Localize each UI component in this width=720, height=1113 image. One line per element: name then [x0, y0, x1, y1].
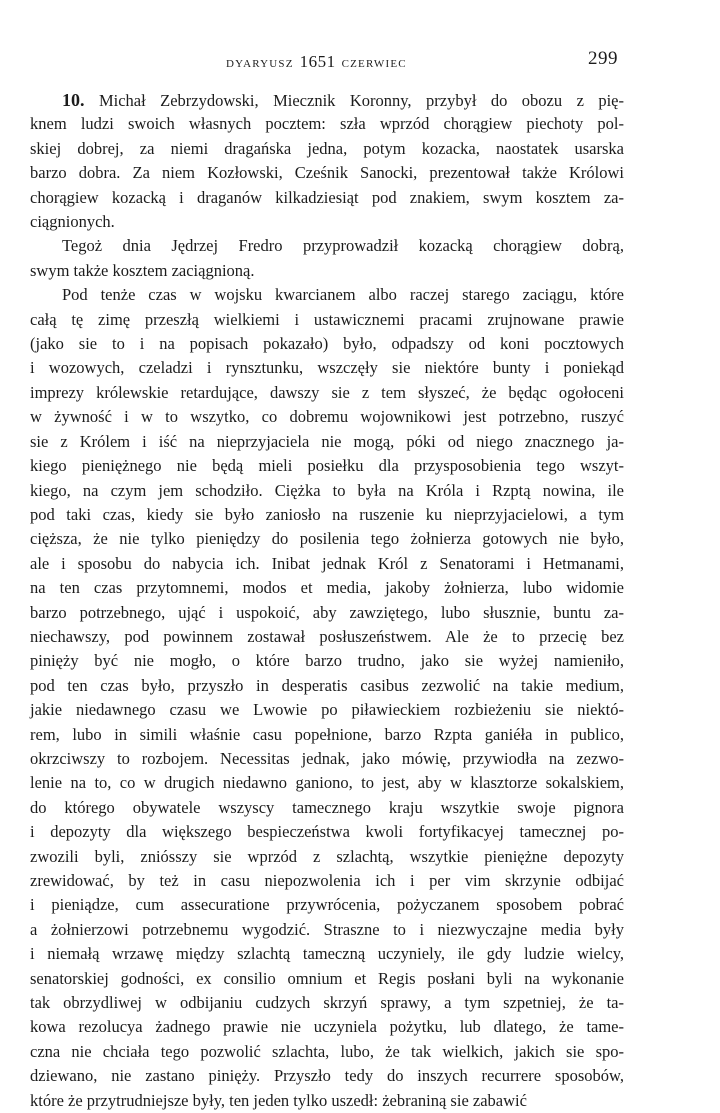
text-line: [30, 283, 624, 307]
paragraph: [30, 283, 624, 1113]
text-line: [30, 674, 624, 698]
text-line: [30, 332, 624, 356]
line-text: barzo dobra. Za niem Kozłowski, Cześnik Sanocki, prezentował także Królowi: [30, 163, 624, 183]
paragraph: [30, 234, 624, 283]
text-line: [30, 967, 624, 991]
line-text: i niemałą wrzawę między szlachtą tameczną uczyniely, ile gdy ludzie wielcy,: [30, 944, 624, 964]
line-text: dziewano, nie zastano pinięży. Przyszło tedy do inszych recurrere sposobów,: [30, 1066, 624, 1086]
line-text: i wozowych, czeladzi i rynsztunku, wszczęły sie niektóre bunty i poniekąd: [30, 358, 624, 378]
line-text: (jako sie to i na popisach pokazało) było, odpadszy od koni pocztowych: [30, 334, 624, 354]
line-text: Michał Zebrzydowski, Miecznik Koronny, przybył do obozu z pię-: [84, 91, 624, 110]
text-line: [30, 1015, 624, 1039]
line-text: zwozili byli, zniósszy sie wprzód z szlachtą, wszytkie pieniężne depozyty: [30, 846, 624, 866]
line-text: tak obrzydliwej w odbijaniu cudzych skrzyń sprawy, a tym szpetniej, że ta-: [30, 993, 624, 1013]
text-line: [30, 454, 624, 478]
text-line: [30, 698, 624, 722]
line-text: pod taki czas, kiedy sie było zaniosło na ruszenie ku nieprzyjacielowi, a tym: [30, 504, 624, 524]
text-line: [30, 771, 624, 795]
text-line: [30, 918, 624, 942]
text-line: [30, 161, 624, 185]
text-line: [30, 1064, 624, 1088]
text-line: [30, 259, 624, 283]
line-text: pod ten czas było, przyszło in desperatis casibus zezwolić na takie medium,: [30, 675, 624, 695]
paragraph-number: 10.: [62, 90, 85, 110]
line-text: chorągiew kozacką i draganów kilkadziesiąt pod znakiem, swym kosztem za-: [30, 187, 624, 207]
line-text: okrzciwszy to rozbojem. Necessitas jednak, jako mówię, przywiodła na zezwo-: [30, 748, 624, 768]
page-header: [0, 46, 720, 76]
body-text: [30, 88, 624, 1113]
line-text: kowa rezolucya żadnego prawie nie uczyniela pożytku, lub dlatego, że tame-: [30, 1017, 624, 1037]
line-text: i depozyty dla większego bespieczeństwa kwoli fortyfikacyej tamecznej po-: [30, 822, 624, 842]
line-text: lenie na to, co w drugich niedawno ganiono, to jest, aby w klasztorze sokalskiem,: [30, 773, 624, 793]
line-text: kiego, na czym jem schodziło. Ciężka to była na Króla i Rzptą nowina, ile: [30, 480, 624, 500]
line-text: w żywność i w to wszytko, co dobremu wojownikowi jest potrzebno, ruszyć: [30, 407, 624, 427]
line-text: ale i sposobu do nabycia ich. Inibat jednak Król z Senatorami i Hetmanami,: [30, 553, 624, 573]
line-text: barzo potrzebnego, ująć i uspokoić, aby zawziętego, lubo słusznie, buntu za-: [30, 602, 624, 622]
text-line: [30, 405, 624, 429]
text-line: [30, 210, 624, 234]
text-line: [30, 137, 624, 161]
running-title-year: 1651: [299, 52, 336, 71]
line-text: na ten czas przytomnemi, modos et media, jakoby żołnierza, lubo widomie: [30, 578, 624, 598]
line-text: knem ludzi swoich własnych pocztem: szła wprzód chorągiew piechoty pol-: [30, 114, 624, 134]
text-line: [30, 1089, 624, 1113]
text-line: [30, 88, 624, 112]
line-text: czna nie chciała tego pozwolić szlachta, lubo, że tak wielkich, jakich sie spo-: [30, 1041, 624, 1061]
text-line: [30, 845, 624, 869]
text-line: [30, 112, 624, 136]
paragraph: [30, 88, 624, 234]
text-line: [30, 1040, 624, 1064]
running-title-right: CZERWIEC: [341, 58, 407, 70]
line-text: niechawszy, pod powinnem zostawał posłuszeństwem. Ale że to przecię bez: [30, 626, 624, 646]
line-text: skiej dobrej, za niemi dragańska jedna, potym kozacka, naostatek usarska: [30, 138, 624, 158]
text-line: [30, 796, 624, 820]
text-line: [30, 820, 624, 844]
line-text: Pod tenże czas w wojsku kwarcianem albo raczej starego zaciągu, które: [62, 285, 624, 305]
line-text: i pieniądze, cum assecuratione przywrócenia, pożyczanem sposobem pobrać: [30, 895, 624, 915]
text-line: [30, 479, 624, 503]
line-text: imprezy królewskie retardujące, dawszy sie z tem słyszeć, że będąc ogołoceni: [30, 382, 624, 402]
line-text: do którego obywatele wszyscy tamecznego kraju wszytkie swoje pignora: [30, 797, 624, 817]
line-text: sie z Królem i iść na nieprzyjaciela nie mogą, póki od niego znacznego ja-: [30, 431, 624, 451]
line-text: Tegoż dnia Jędrzej Fredro przyprowadził kozacką chorągiew dobrą,: [62, 236, 624, 256]
line-text: senatorskiej godności, ex consilio omnium et Regis posłani byli na wykonanie: [30, 968, 624, 988]
line-text: pinięży być nie mogło, o które barzo trudno, jako sie wyżej namieniło,: [30, 651, 624, 671]
text-line: [30, 186, 624, 210]
text-line: [30, 234, 624, 258]
line-text: które że przytrudniejsze były, ten jeden tylko uszedł: żebraniną sie zabawić: [30, 1090, 527, 1110]
text-line: [30, 576, 624, 600]
running-title: [226, 52, 407, 72]
text-line: [30, 356, 624, 380]
text-line: [30, 942, 624, 966]
text-line: [30, 625, 624, 649]
text-line: [30, 893, 624, 917]
running-title-left: DYARYUSZ: [226, 58, 294, 70]
text-line: [30, 747, 624, 771]
line-text: rem, lubo in simili właśnie casu popełnione, barzo Rzpta ganiéła in publico,: [30, 724, 624, 744]
line-text: jakie niedawnego czasu we Lwowie po piławieckiem rozbieżeniu sie niektó-: [30, 700, 624, 720]
line-text: ciągnionych.: [30, 212, 115, 232]
line-text: a żołnierzowi potrzebnemu wygodzić. Straszne to i niezwyczajne media były: [30, 919, 624, 939]
text-line: [30, 430, 624, 454]
text-line: [30, 308, 624, 332]
text-line: [30, 527, 624, 551]
text-line: [30, 552, 624, 576]
text-line: [30, 723, 624, 747]
line-text: swym także kosztem zaciągnioną.: [30, 260, 255, 280]
text-line: [30, 991, 624, 1015]
text-line: [30, 601, 624, 625]
text-line: [30, 503, 624, 527]
line-text: kiego pieniężnego nie będą mieli posiełku dla przysposobienia tego wszyt-: [30, 456, 624, 476]
text-line: [30, 381, 624, 405]
line-text: cięższa, że nie tylko pieniędzy do posilenia tego żołnierza gotowych nie było,: [30, 529, 624, 549]
line-text: zrewidować, by też in casu niepozwolenia ich i per vim skrzynie odbijać: [30, 871, 624, 890]
text-line: [30, 869, 624, 893]
page-number: 299: [588, 48, 618, 69]
line-text: całą tę zimę przeszłą wielkiemi i ustawicznemi pracami zrujnowane prawie: [30, 309, 624, 329]
text-line: [30, 649, 624, 673]
